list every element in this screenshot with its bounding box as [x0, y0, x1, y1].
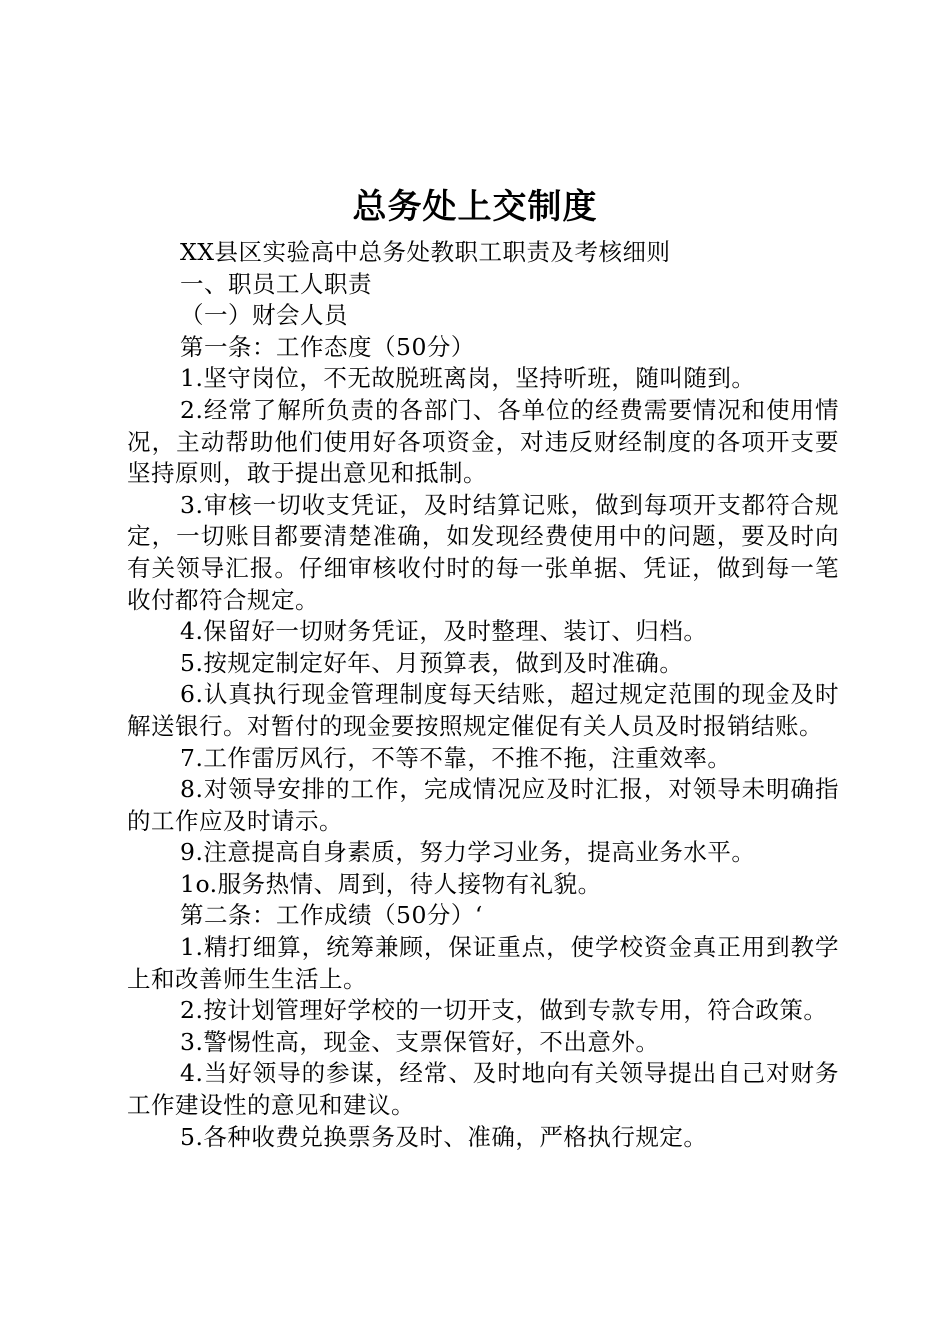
paragraph-item: 1.坚守岗位，不无故脱班离岗，坚持听班，随叫随到。 [180, 364, 756, 393]
paragraph-item: 6.认真执行现金管理制度每天结账，超过规定范围的现金及时解送银行。对暂付的现金要按照规定催促有关人员及时报销结账。 [127, 680, 839, 740]
paragraph-article-2: 第二条：工作成绩（50分）‘ [180, 901, 483, 930]
paragraph-item: 2.按计划管理好学校的一切开支，做到专款专用，符合政策。 [180, 996, 828, 1025]
document-body [127, 237, 839, 1153]
paragraph-item: 8.对领导安排的工作，完成情况应及时汇报，对领导未明确指的工作应及时请示。 [127, 775, 839, 835]
paragraph-subsection: （一）财会人员 [180, 301, 348, 330]
paragraph-section: 一、职员工人职责 [180, 269, 372, 298]
paragraph-item: 3.审核一切收支凭证，及时结算记账，做到每项开支都符合规定，一切账目都要清楚准确，如发现经费使用中的问题，要及时向有关领导汇报。仔细审核收付时的每一张单据、凭证，做到每一笔收付都符合规定。 [127, 490, 839, 614]
paragraph-item: 5.各种收费兑换票务及时、准确，严格执行规定。 [180, 1122, 708, 1151]
paragraph-item: 2.经常了解所负责的各部门、各单位的经费需要情况和使用情况，主动帮助他们使用好各项资金，对违反财经制度的各项开支要坚持原则，敢于提出意见和抵制。 [127, 395, 839, 488]
paragraph-item: 7.工作雷厉风行，不等不靠，不推不拖，注重效率。 [180, 743, 732, 772]
paragraph-item: 4.当好领导的参谋，经常、及时地向有关领导提出自己对财务工作建设性的意见和建议。 [127, 1059, 839, 1120]
paragraph-heading: XX县区实验高中总务处教职工职责及考核细则 [180, 238, 671, 266]
paragraph-item: 1o.服务热情、周到，待人接物有礼貌。 [180, 869, 602, 898]
paragraph-item: 1.精打细算，统筹兼顾，保证重点，使学校资金真正用到教学上和改善师生生活上。 [127, 933, 839, 993]
paragraph-item: 3.警惕性高，现金、支票保管好，不出意外。 [180, 1027, 660, 1056]
document-title: 总务处上交制度 [352, 187, 598, 227]
paragraph-item: 9.注意提高自身素质，努力学习业务，提高业务水平。 [180, 838, 756, 867]
paragraph-item: 4.保留好一切财务凭证，及时整理、装订、归档。 [180, 617, 708, 646]
paragraph-item: 5.按规定制定好年、月预算表，做到及时准确。 [180, 648, 684, 677]
paragraph-article-1: 第一条：工作态度（50分） [180, 332, 475, 361]
